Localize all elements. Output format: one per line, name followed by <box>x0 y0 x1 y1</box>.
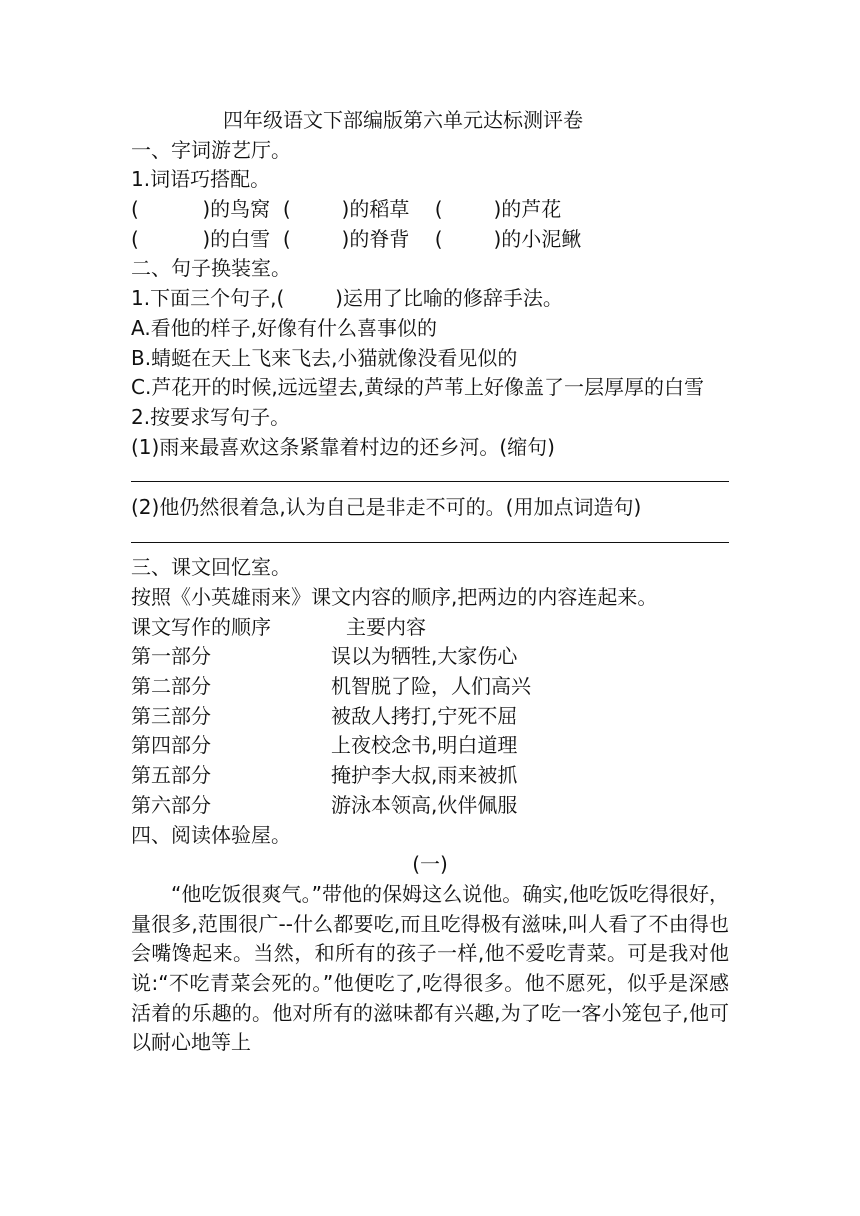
matching-left[interactable]: 第四部分 <box>131 733 211 758</box>
matching-right[interactable]: 掩护李大叔,雨来被抓 <box>331 763 518 788</box>
reading-subtitle: (一) <box>412 852 448 877</box>
matching-right[interactable]: 机智脱了险，人们高兴 <box>331 674 531 699</box>
matching-row <box>131 672 729 702</box>
matching-row <box>131 702 729 732</box>
matching-left[interactable]: 第五部分 <box>131 763 211 788</box>
reading-passage: “他吃饭很爽气。”带他的保姆这么说他。确实,他吃饭吃得很好，量很多,范围很广--什么都要吃,而且吃得极有滋味,叫人看了不由得也会嘴馋起来。当然，和所有的孩子一样,他不爱吃青菜。可是我对他说:“不吃青菜会死的。”他便吃了,吃得很多。他不愿死，似乎是深感活着的乐趣的。他对所有的滋味都有兴趣,为了吃一客小笼包子,他可以耐心地等上 <box>131 881 729 1055</box>
matching-instruction: 按照《小英雄雨来》课文内容的顺序,把两边的内容连起来。 <box>131 585 658 610</box>
option-b: B.蜻蜓在天上飞来飞去,小猫就像没看见似的 <box>131 345 518 370</box>
word-match-row-2: ( )的白雪 ( )的脊背 ( )的小泥鳅 <box>131 226 582 251</box>
matching-left[interactable]: 第三部分 <box>131 703 211 728</box>
option-c: C.芦花开的时候,远远望去,黄绿的芦苇上好像盖了一层厚厚的白雪 <box>131 375 705 400</box>
matching-row <box>131 791 729 821</box>
matching-right[interactable]: 游泳本领高,伙伴佩服 <box>331 792 518 817</box>
section-heading-2: 二、句子换装室。 <box>131 256 291 281</box>
question-word-match: 1.词语巧搭配。 <box>131 167 271 192</box>
matching-header-right: 主要内容 <box>346 614 426 639</box>
section-heading-1: 一、字词游艺厅。 <box>131 137 291 162</box>
matching-header <box>131 613 729 643</box>
question-rewrite-2: (2)他仍然很着急,认为自己是非走不可的。(用加点词造句) <box>131 494 642 519</box>
answer-line-1[interactable] <box>131 462 729 482</box>
section-heading-4: 四、阅读体验屋。 <box>131 822 291 847</box>
matching-row <box>131 761 729 791</box>
matching-row <box>131 642 729 672</box>
question-rewrite-1: (1)雨来最喜欢这条紧靠着村边的还乡河。(缩句) <box>131 434 555 459</box>
matching-header-left: 课文写作的顺序 <box>131 614 271 639</box>
option-a: A.看他的样子,好像有什么喜事似的 <box>131 315 438 340</box>
matching-left[interactable]: 第一部分 <box>131 644 211 669</box>
matching-right[interactable]: 误以为牺牲,大家伤心 <box>331 644 518 669</box>
matching-right[interactable]: 上夜校念书,明白道理 <box>331 733 518 758</box>
matching-right[interactable]: 被敌人拷打,宁死不屈 <box>331 703 518 728</box>
section-heading-3: 三、课文回忆室。 <box>131 555 291 580</box>
matching-left[interactable]: 第六部分 <box>131 792 211 817</box>
question-rewrite: 2.按要求写句子。 <box>131 404 291 429</box>
question-metaphor: 1.下面三个句子,( )运用了比喻的修辞手法。 <box>131 286 563 311</box>
exam-content <box>131 106 729 1058</box>
matching-left[interactable]: 第二部分 <box>131 674 211 699</box>
word-match-row-1: ( )的鸟窝 ( )的稻草 ( )的芦花 <box>131 197 562 222</box>
matching-row <box>131 731 729 761</box>
page-title: 四年级语文下部编版第六单元达标测评卷 <box>223 108 583 132</box>
answer-line-2[interactable] <box>131 523 729 543</box>
